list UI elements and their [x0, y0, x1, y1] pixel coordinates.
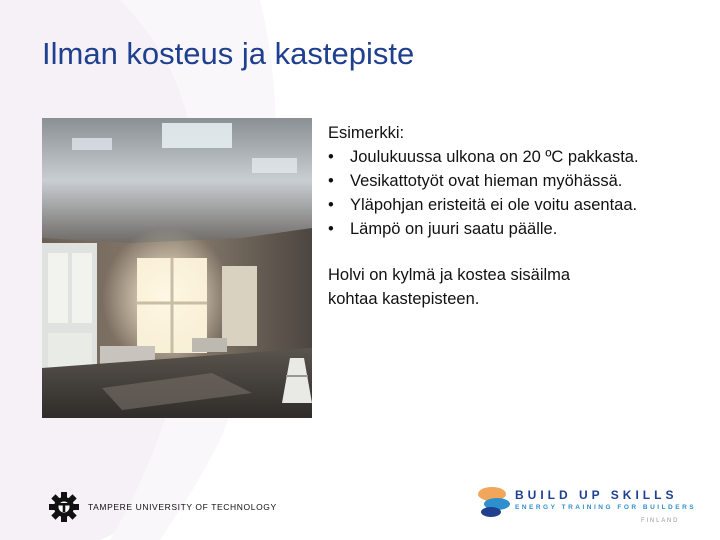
university-name: TAMPERE UNIVERSITY OF TECHNOLOGY	[88, 502, 277, 512]
bus-country: FINLAND	[641, 518, 680, 524]
tut-logo	[48, 490, 277, 524]
bullet-symbol: •	[328, 148, 334, 166]
bus-title: BUILD UP SKILLS	[515, 488, 678, 502]
room-photo	[42, 118, 312, 418]
bullet-item	[328, 145, 713, 169]
build-up-skills-icon	[475, 482, 515, 522]
bullet-text: Vesikattotyöt ovat hieman myöhässä.	[350, 172, 623, 190]
bullet-symbol: •	[328, 196, 334, 214]
paragraph-line: Holvi on kylmä ja kostea sisäilma	[328, 266, 571, 284]
gear-icon	[48, 491, 80, 523]
bullet-text: Joulukuussa ulkona on 20 ºC pakkasta.	[350, 148, 639, 166]
bus-subtitle: ENERGY TRAINING FOR BUILDERS	[515, 504, 697, 511]
intro-text: Esimerkki:	[328, 124, 405, 142]
build-up-skills-logo	[475, 480, 695, 530]
slide-title: Ilman kosteus ja kastepiste	[42, 36, 415, 71]
bullet-symbol: •	[328, 220, 334, 238]
bullet-item	[328, 217, 713, 241]
spacer	[328, 241, 713, 263]
bullet-item	[328, 169, 713, 193]
paragraph-line: kohtaa kastepisteen.	[328, 290, 480, 308]
slide-body	[328, 121, 713, 311]
bullet-text: Lämpö on juuri saatu päälle.	[350, 220, 558, 238]
bullet-item	[328, 193, 713, 217]
bullet-symbol: •	[328, 172, 334, 190]
bullet-text: Yläpohjan eristeitä ei ole voitu asentaa.	[350, 196, 638, 214]
